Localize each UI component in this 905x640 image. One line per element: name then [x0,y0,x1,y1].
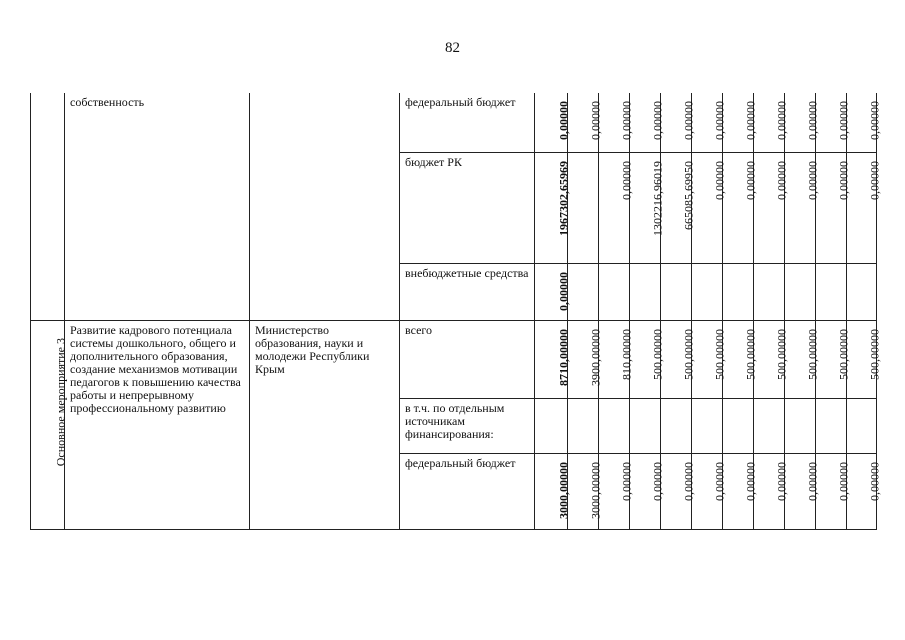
value-cell [847,93,881,152]
value-cell [847,263,877,320]
budget-table [30,93,881,530]
value-cell [723,152,758,263]
measure-name: Развитие кадрового потенциала системы дошкольного, общего и дополнительного образования, создание механизмов мотивации педагогов к повышению качества работы и непрерывному профессиональному развитию [70,322,241,415]
value-cell [630,152,665,263]
value-cell [661,263,692,320]
prev-name-cell [65,93,250,320]
value-cell [723,453,758,529]
value-cell [661,152,696,263]
value-cell [630,93,665,152]
value: 0,00000 [836,160,851,200]
total-cell [535,320,571,398]
value: 0,00000 [712,461,727,501]
value: 500,00000 [867,328,881,380]
value: 0,00000 [650,461,665,501]
value-cell [754,320,789,398]
value-cell [816,398,847,453]
value-cell [785,398,816,453]
value: 500,00000 [712,328,727,380]
value: 500,00000 [743,328,758,380]
value-cell [785,453,820,529]
value: 0,00000 [867,160,881,200]
value-cell [661,453,696,529]
value: 0,00000 [836,461,851,501]
value: 0,00000 [743,160,758,200]
value-cell [847,398,877,453]
value: 1302216,96019 [650,160,665,236]
measure-label: Основное мероприятие 3 [53,338,67,467]
value-cell [599,398,630,453]
value-cell [692,263,723,320]
value: 0,00000 [681,101,696,140]
value-cell [847,152,881,263]
measure-executor-cell [250,320,400,529]
value-cell [568,398,599,453]
value: 810,00000 [619,328,634,380]
value-cell [568,320,603,398]
value: 0,00000 [805,160,820,200]
table-row [31,320,877,398]
value: 0,00000 [774,461,789,501]
value: 0,00000 [774,101,789,140]
value-cell [692,453,727,529]
value: 0,00000 [867,461,881,501]
source-cell: всего [400,320,535,398]
value-cell [723,93,758,152]
total-cell [535,93,571,152]
value-cell [785,320,820,398]
value-cell [599,453,634,529]
value: 0,00000 [743,461,758,501]
value-cell [785,152,820,263]
value-cell [785,93,820,152]
total-cell [535,453,571,529]
total-value: 8710,00000 [556,328,571,386]
value: 0,00000 [774,160,789,200]
value: 500,00000 [650,328,665,380]
value-cell [568,453,603,529]
source-cell: бюджет РК [400,152,535,263]
value-cell [692,398,723,453]
value-cell [816,453,851,529]
prev-executor-cell [250,93,400,320]
value: 0,00000 [619,160,634,200]
value: 3900,00000 [588,328,603,386]
value-cell [816,152,851,263]
value-cell [816,263,847,320]
value: 0,00000 [867,101,881,140]
value: 3000,00000 [588,461,603,519]
value: 500,00000 [774,328,789,380]
source-cell: внебюджетные средства [400,263,535,320]
value: 0,00000 [619,101,634,140]
value-cell [568,93,603,152]
value-cell [847,320,881,398]
value-cell [723,320,758,398]
table-row [31,93,877,152]
total-cell [535,152,571,263]
value-cell [692,152,727,263]
value: 0,00000 [743,101,758,140]
value: 0,00000 [712,160,727,200]
source-cell: в т.ч. по отдельным источникам финансирования: [400,398,535,453]
value-cell [599,152,634,263]
value-cell [661,398,692,453]
total-cell [535,263,571,320]
value-cell [723,263,754,320]
source-cell: федеральный бюджет [400,453,535,529]
value: 500,00000 [681,328,696,380]
value-cell [754,453,789,529]
source-cell: федеральный бюджет [400,93,535,152]
value-cell [816,320,851,398]
total-value: 0,00000 [556,101,571,140]
value-cell [754,152,789,263]
page-number: 82 [445,40,460,56]
value: 0,00000 [836,101,851,140]
value-cell [754,93,789,152]
value: 0,00000 [588,101,603,140]
value: 0,00000 [805,101,820,140]
value-cell [661,320,696,398]
value-cell [568,152,599,263]
value-cell [754,398,785,453]
value: 0,00000 [805,461,820,501]
measure-name-cell [65,320,250,529]
value: 0,00000 [650,101,665,140]
value-cell [661,93,696,152]
value-cell [754,263,785,320]
value-cell [568,263,599,320]
value-cell [630,320,665,398]
value: 500,00000 [836,328,851,380]
total-value: 0,00000 [556,271,571,311]
value-cell [816,93,851,152]
measure-executor: Министерство образования, науки и молодежи Республики Крым [255,322,370,376]
measure-label-cell [31,320,65,529]
value: 0,00000 [712,101,727,140]
prev-label-cell [31,93,65,320]
value-cell [599,320,634,398]
total-value: 3000,00000 [556,461,571,519]
value-cell [599,263,630,320]
value-cell [630,453,665,529]
value-cell [847,453,881,529]
total-value: 1967302,65969 [556,160,571,236]
value-cell [692,320,727,398]
total-cell [535,398,568,453]
value: 665085,69950 [681,160,696,230]
value-cell [599,93,634,152]
value: 500,00000 [805,328,820,380]
value-cell [723,398,754,453]
value: 0,00000 [681,461,696,501]
value-cell [692,93,727,152]
value-cell [630,263,661,320]
prev-name-tail: собственность [70,95,145,109]
value-cell [785,263,816,320]
value-cell [630,398,661,453]
value: 0,00000 [619,461,634,501]
